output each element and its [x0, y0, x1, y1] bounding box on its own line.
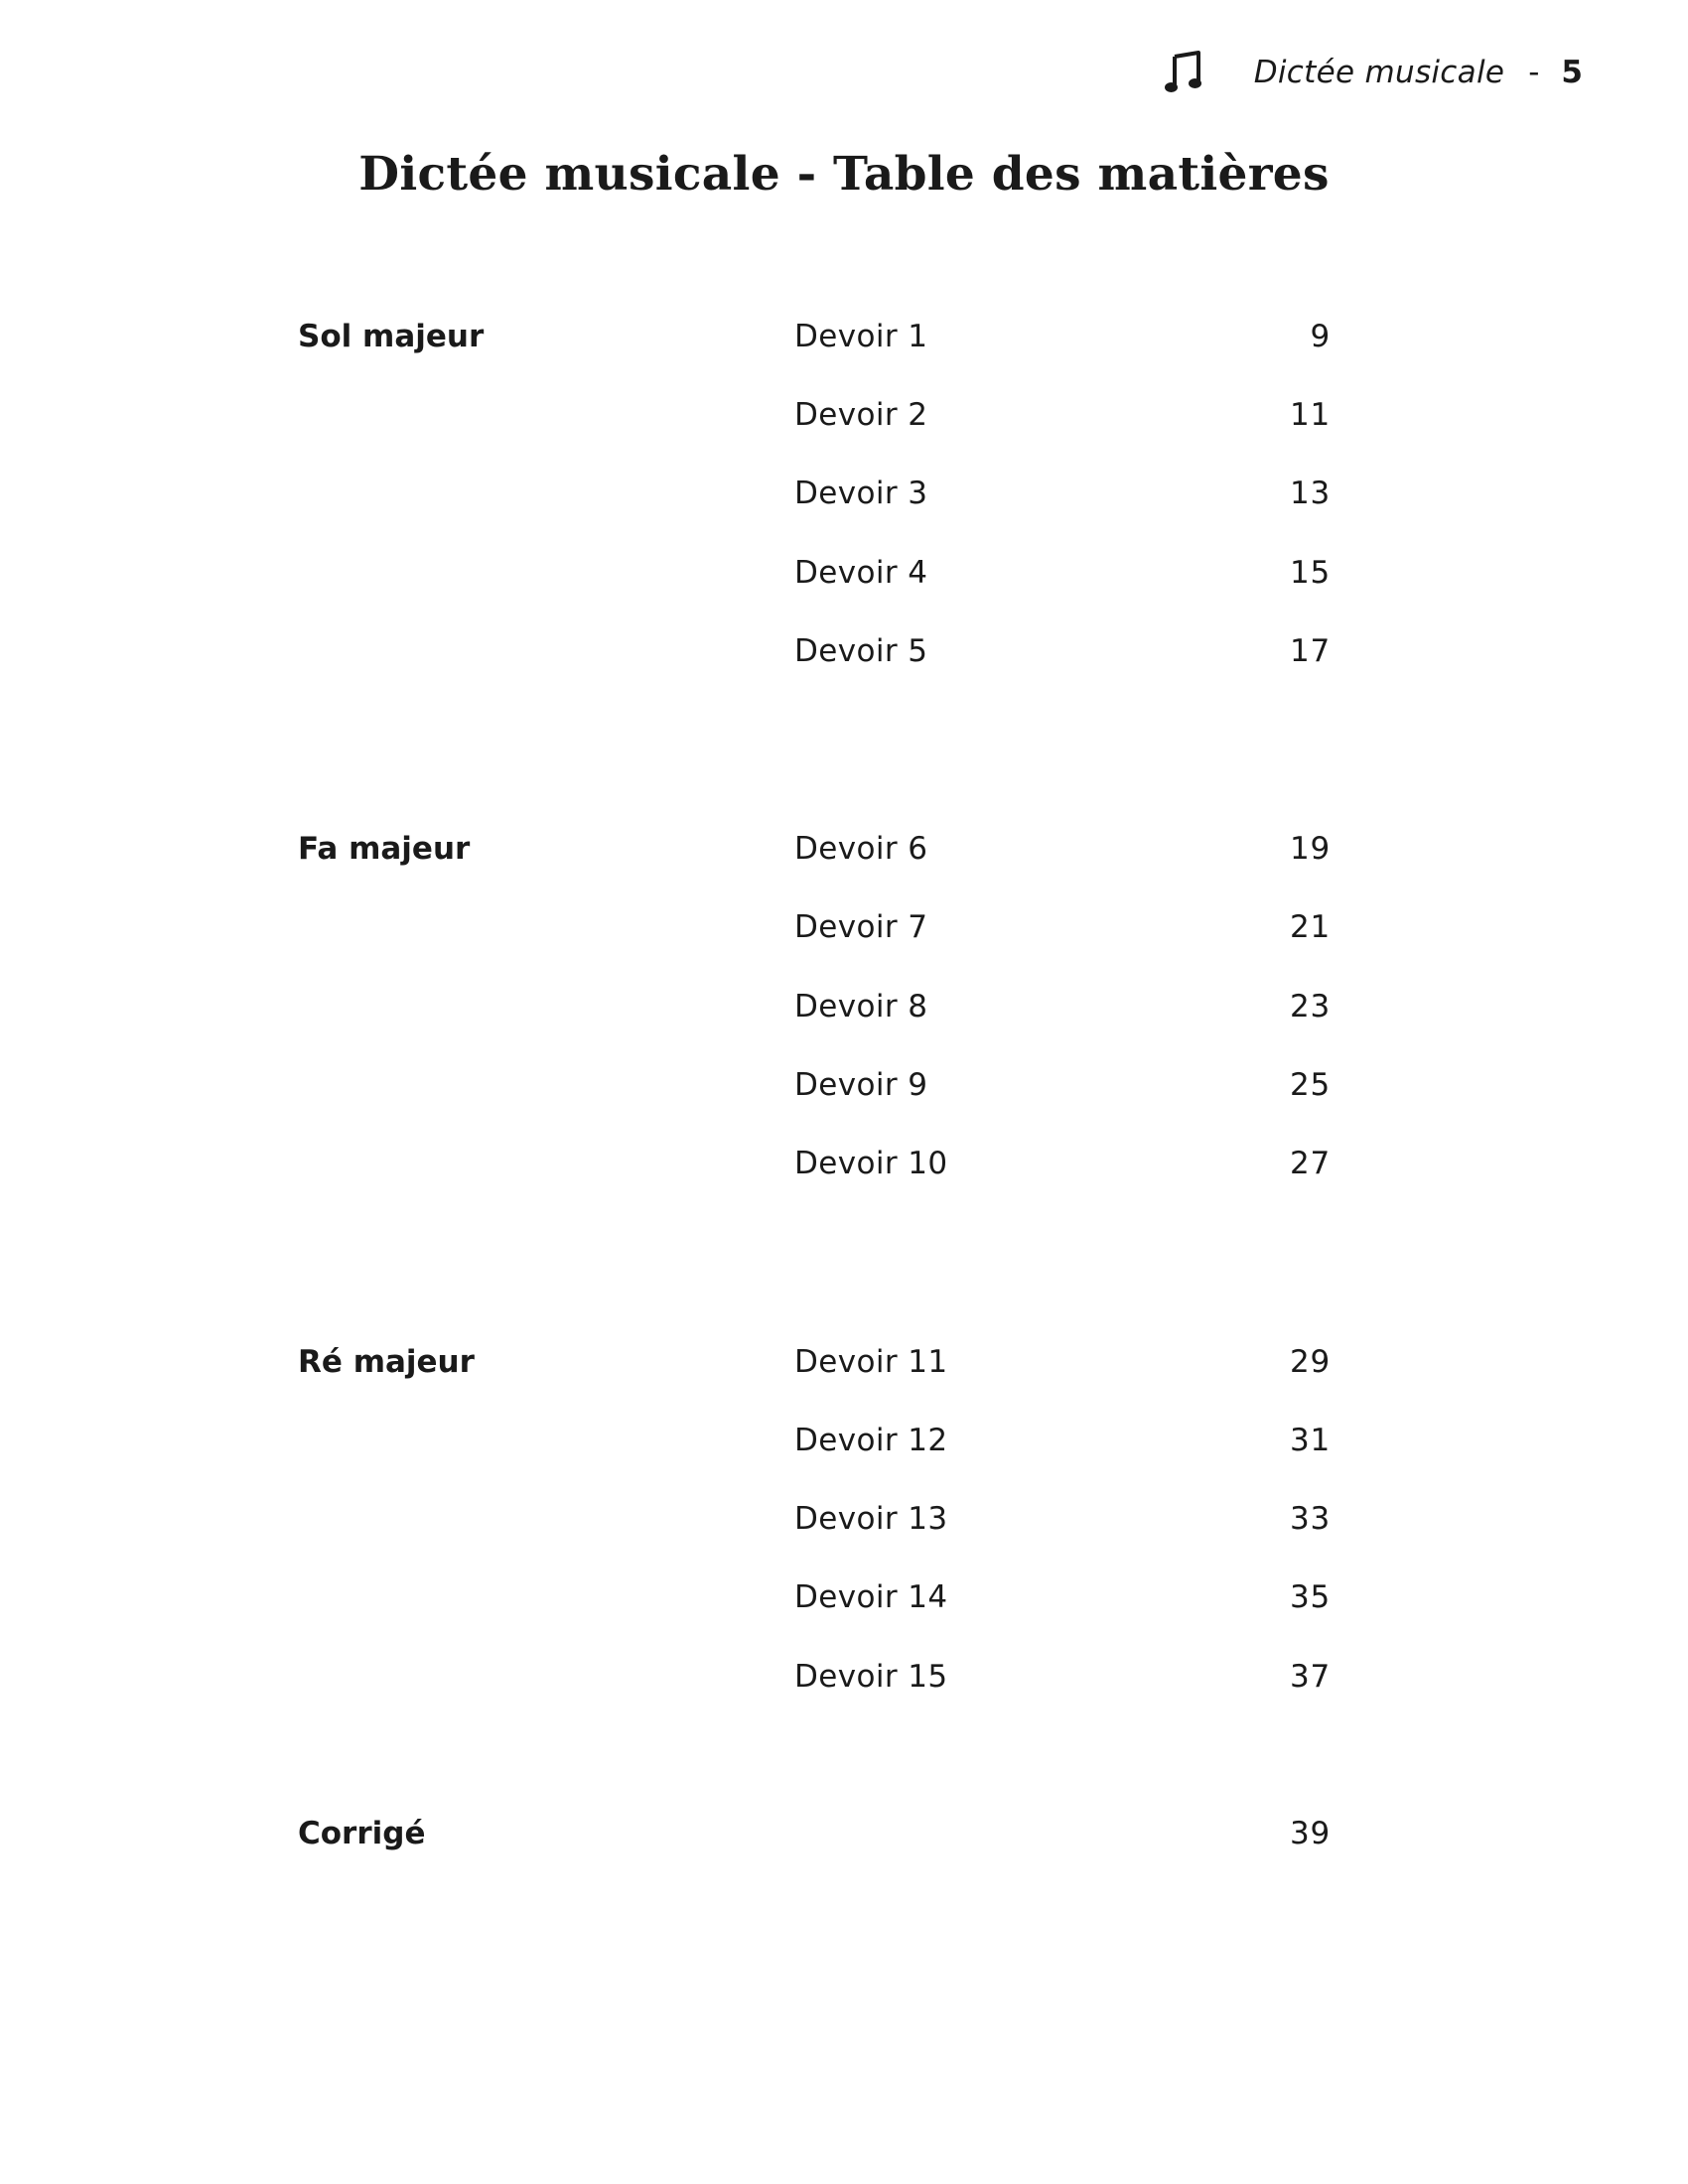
toc-entry-label[interactable]: Devoir 3 [794, 476, 928, 511]
toc-entry-label[interactable]: Devoir 10 [794, 1146, 948, 1181]
document-title: Dictée musicale - Table des matières [358, 147, 1330, 202]
toc-entry-label[interactable]: Devoir 9 [794, 1067, 928, 1103]
toc-row [0, 1340, 1688, 1384]
toc-section-label: Ré majeur [298, 1344, 475, 1380]
toc-entry-page[interactable]: 9 [1310, 319, 1331, 354]
toc-row [0, 1419, 1688, 1462]
toc-entry-page[interactable]: 25 [1289, 1067, 1331, 1103]
toc-row [0, 905, 1688, 949]
toc-entry-page[interactable]: 13 [1289, 476, 1331, 511]
toc-row [0, 1497, 1688, 1541]
toc-entry-page[interactable]: 15 [1289, 555, 1331, 591]
header-title: Dictée musicale [1253, 55, 1505, 90]
toc-entry-page[interactable]: 27 [1289, 1146, 1331, 1181]
toc-row [0, 1142, 1688, 1185]
toc-row [0, 629, 1688, 673]
toc-row [0, 393, 1688, 437]
toc-entry-page[interactable]: 17 [1289, 633, 1331, 669]
toc-entry-label[interactable]: Devoir 5 [794, 633, 928, 669]
toc-entry-label[interactable]: Devoir 8 [794, 989, 928, 1024]
toc-entry-label[interactable]: Devoir 7 [794, 909, 928, 945]
toc-entry-page[interactable]: 21 [1289, 909, 1331, 945]
toc-section-label: Fa majeur [298, 831, 471, 867]
toc-entry-page[interactable]: 29 [1289, 1344, 1331, 1380]
toc-row [0, 1812, 1688, 1855]
toc-entry-page[interactable]: 33 [1289, 1501, 1331, 1537]
toc-entry-page[interactable]: 35 [1289, 1579, 1331, 1615]
toc-row [0, 472, 1688, 515]
toc-entry-label[interactable]: Devoir 15 [794, 1659, 948, 1695]
toc-answer-key-page[interactable]: 39 [1289, 1816, 1331, 1851]
toc-section-label: Sol majeur [298, 319, 485, 354]
toc-entry-label[interactable]: Devoir 14 [794, 1579, 948, 1615]
toc-entry-page[interactable]: 31 [1289, 1423, 1331, 1458]
toc-entry-page[interactable]: 37 [1289, 1659, 1331, 1695]
toc-entry-label[interactable]: Devoir 12 [794, 1423, 948, 1458]
toc-row [0, 551, 1688, 595]
header-separator: - [1528, 55, 1540, 90]
toc-entry-label[interactable]: Devoir 2 [794, 397, 928, 433]
toc-entry-label[interactable]: Devoir 6 [794, 831, 928, 867]
toc-entry-page[interactable]: 11 [1289, 397, 1331, 433]
toc-row [0, 1655, 1688, 1699]
toc-entry-label[interactable]: Devoir 4 [794, 555, 928, 591]
toc-entry-page[interactable]: 19 [1289, 831, 1331, 867]
toc-entry-label[interactable]: Devoir 13 [794, 1501, 948, 1537]
toc-row [0, 827, 1688, 871]
toc-row [0, 315, 1688, 358]
header-page-number: 5 [1561, 55, 1583, 90]
toc-row [0, 1063, 1688, 1107]
toc-row [0, 1575, 1688, 1619]
toc-row [0, 985, 1688, 1028]
toc-answer-key-label[interactable]: Corrigé [298, 1816, 426, 1851]
toc-entry-page[interactable]: 23 [1289, 989, 1331, 1024]
toc-entry-label[interactable]: Devoir 11 [794, 1344, 948, 1380]
toc-entry-label[interactable]: Devoir 1 [794, 319, 928, 354]
